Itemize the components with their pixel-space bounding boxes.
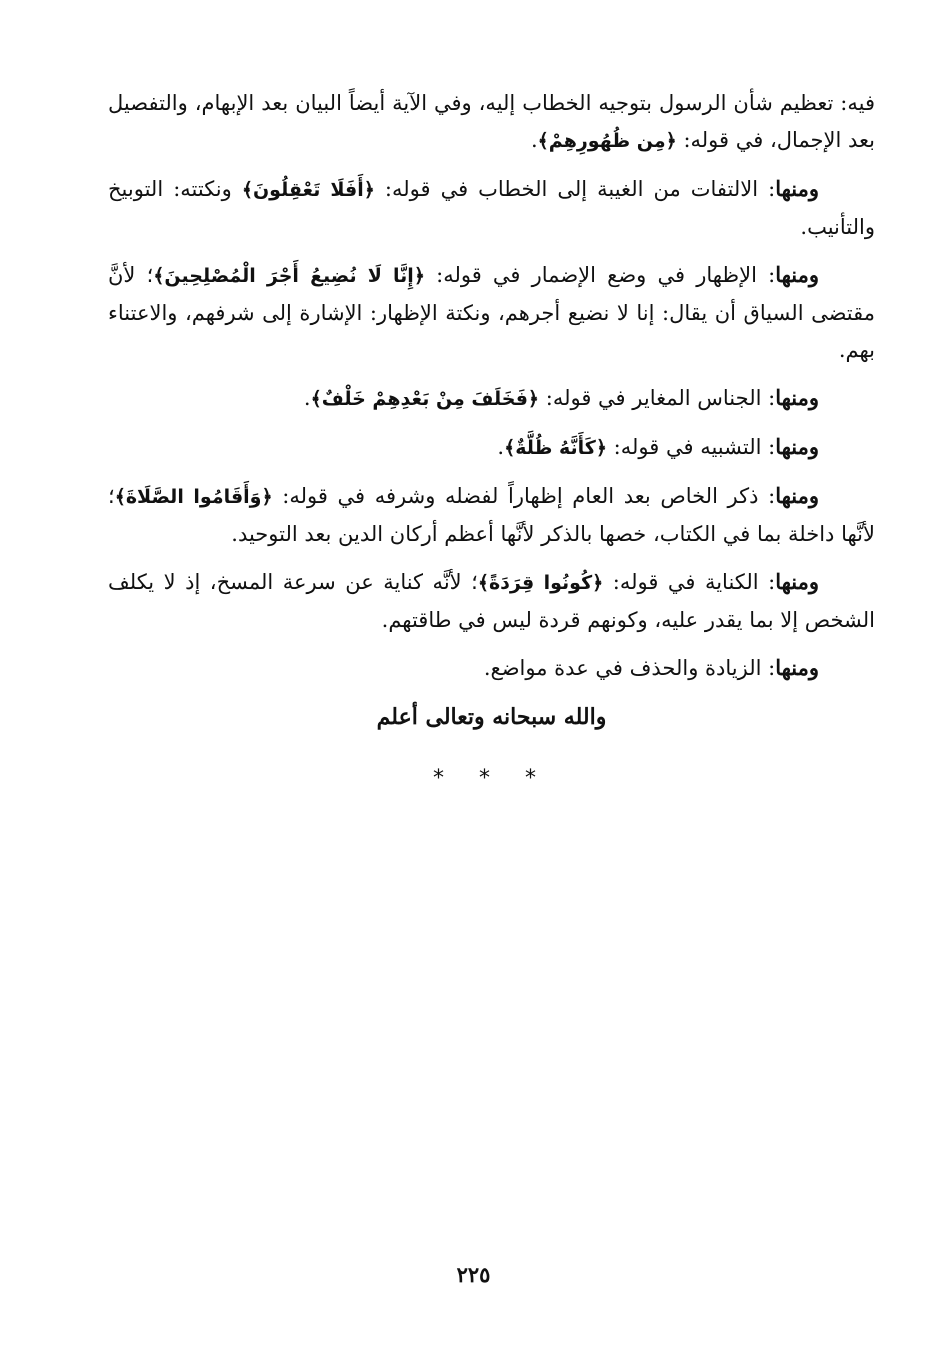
paragraph-7 [108,563,875,639]
paragraph-text: : الجناس المغاير في قوله: [539,386,776,410]
paragraph-1 [108,84,875,160]
paragraph-text: فيه: تعظيم شأن الرسول بتوجيه الخطاب إليه، وفي الآية أيضاً البيان بعد الإبهام، والتفصيل بعد الإجمال، في قوله: [108,91,875,152]
quran-verse: ﴿كَأَنَّهُ ظُلَّةٌ﴾ [504,437,607,459]
quran-verse: ﴿فَخَلَفَ مِنْ بَعْدِهِمْ خَلْفٌ﴾ [310,388,540,410]
closing-line: والله سبحانه وتعالى أعلم [376,704,607,730]
paragraph-lead: ومنها [775,262,819,287]
paragraph-tail: . [497,435,505,459]
paragraph-tail: ؛ لأنَّها داخلة بما في الكتاب، خصها بالذكر لأنَّها أعظم أركان الدين بعد التوحيد. [108,484,875,546]
paragraph-text: : الزيادة والحذف في عدة مواضع. [483,656,776,680]
quran-verse: ﴿كُونُوا قِرَدَةً﴾ [477,572,604,594]
paragraph-lead: ومنها [775,655,819,680]
paragraph-lead: ومنها [775,434,819,459]
quran-verse: ﴿مِن ظُهُورِهِمْ﴾ [537,130,677,152]
paragraph-tail: ؛ لأنَّه كناية عن سرعة المسخ، إذ لا يكلف الشخص إلا بما يقدر عليه، وكونهم قردة ليس في طاقتهم. [108,570,875,632]
paragraph-lead: ومنها [775,385,819,410]
paragraph-4 [108,379,875,418]
paragraph-lead: ومنها [775,483,820,508]
page-number: ٢٢٥ [456,1262,491,1287]
paragraph-tail: ونكتته: التوبيخ والتأنيب. [108,177,875,239]
paragraph-tail: . [530,128,538,152]
paragraph-8 [108,649,875,688]
paragraph-tail: ؛ لأنَّ مقتضى السياق أن يقال: إنا لا نضيع أجرهم، ونكتة الإظهار: الإشارة إلى شرفهم، والاعتناء بهم. [108,263,875,362]
section-separator: * * * [433,766,550,791]
quran-verse: ﴿وَأَقَامُوا الصَّلَاةَ﴾ [114,486,273,508]
quran-verse: ﴿أَفَلَا تَعْقِلُونَ﴾ [241,179,375,201]
paragraph-tail: . [303,386,311,410]
paragraph-text: : الكناية في قوله: [603,570,776,594]
paragraph-text: : الالتفات من الغيبة إلى الخطاب في قوله: [374,177,776,201]
paragraph-text: : ذكر الخاص بعد العام إظهاراً لفضله وشرفه في قوله: [272,484,776,508]
paragraph-2 [108,170,875,246]
paragraph-text: : التشبيه في قوله: [607,435,776,459]
paragraph-lead: ومنها [775,176,819,201]
paragraph-3 [108,256,875,369]
paragraph-lead: ومنها [775,569,819,594]
paragraph-5 [108,428,875,467]
quran-verse: ﴿إِنَّا لَا نُضِيعُ أَجْرَ الْمُصْلِحِينَ﴾ [153,265,425,287]
page-body [108,84,875,791]
paragraph-text: : الإظهار في وضع الإضمار في قوله: [424,263,776,287]
paragraph-6 [108,477,875,553]
